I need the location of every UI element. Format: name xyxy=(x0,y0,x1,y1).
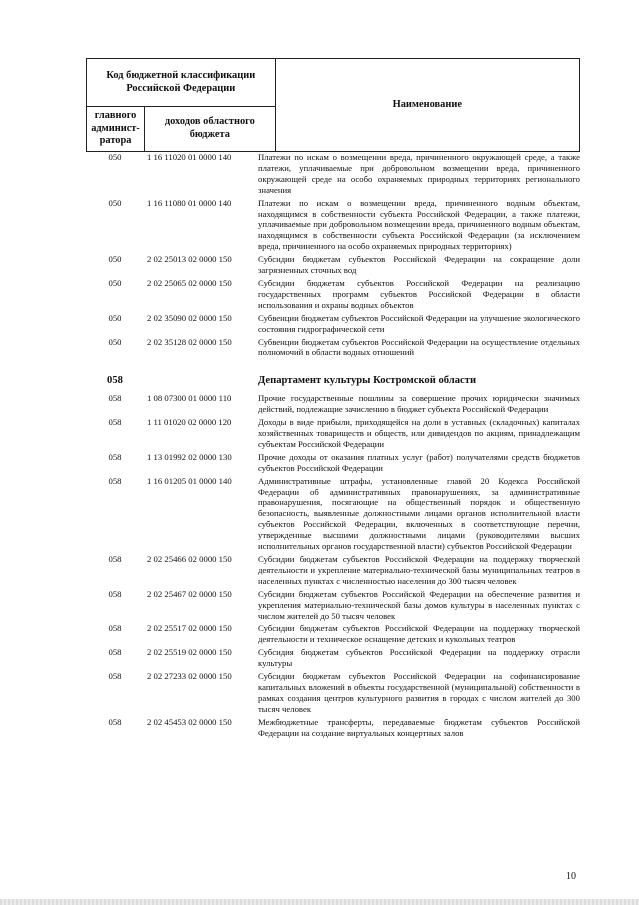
name-cell: Субвенции бюджетам субъектов Российской Федерации на осуществление отдельных полномочий в области водных отношений xyxy=(258,336,580,358)
income-code-cell: 2 02 25467 02 0000 150 xyxy=(147,588,232,599)
table-row xyxy=(86,152,580,196)
admin-code-cell: 058 xyxy=(108,588,122,599)
income-code-cell: 2 02 25519 02 0000 150 xyxy=(147,647,232,658)
table-row xyxy=(86,717,580,739)
name-cell: Субсидия бюджетам субъектов Российской Федерации на поддержку отрасли культуры xyxy=(258,647,580,669)
admin-code-cell: 050 xyxy=(108,312,122,323)
name-cell: Субсидии бюджетам субъектов Российской Федерации на сокращение доли загрязненных сточных вод xyxy=(258,254,580,276)
table-row xyxy=(86,198,580,253)
admin-code-cell: 058 xyxy=(108,623,122,634)
admin-code-cell: 050 xyxy=(108,197,122,208)
table-row xyxy=(86,554,580,587)
table-row xyxy=(86,452,580,474)
income-code-cell: 1 16 11080 01 0000 140 xyxy=(147,197,232,208)
header-income: доходов областного бюджета xyxy=(145,107,276,152)
admin-code-cell: 058 xyxy=(108,475,122,486)
income-code-cell: 2 02 25517 02 0000 150 xyxy=(147,623,232,634)
table-body xyxy=(86,152,580,739)
name-cell: Субвенции бюджетам субъектов Российской Федерации на улучшение экологического состояния гидрографической сети xyxy=(258,312,580,334)
table-row xyxy=(86,254,580,276)
department-row xyxy=(86,374,580,387)
admin-code-cell: 058 xyxy=(108,716,122,727)
name-cell: Прочие государственные пошлины за совершение прочих юридически значимых действий, подлежащие зачислению в бюджет субъекта Российской Федерации xyxy=(258,393,580,415)
income-code-cell: 1 13 01992 02 0000 130 xyxy=(147,451,232,462)
table-row xyxy=(86,313,580,335)
header-name: Наименование xyxy=(275,59,579,152)
income-code-cell: 1 11 01020 02 0000 120 xyxy=(147,417,232,428)
name-cell: Департамент культуры Костромской области xyxy=(258,375,477,387)
table-row xyxy=(86,337,580,359)
table-header xyxy=(86,58,580,152)
admin-code-cell: 050 xyxy=(108,336,122,347)
table-row xyxy=(86,417,580,450)
name-cell: Субсидии бюджетам субъектов Российской Федерации на софинансирование капитальных вложений в объекты государственной (муниципальной) собственности в рамках создания центров культурного развития в городах с числом жителей до 300 тысяч человек xyxy=(258,671,580,714)
name-cell: Субсидии бюджетам субъектов Российской Федерации на поддержку творческой деятельности и техническое оснащение детских и кукольных театров xyxy=(258,623,580,645)
admin-code-cell: 058 xyxy=(108,671,122,682)
income-code-cell: 1 16 11020 01 0000 140 xyxy=(147,152,232,162)
name-cell: Субсидии бюджетам субъектов Российской Федерации на реализацию государственных программ субъектов Российской Федерации в области использования и охраны водных объектов xyxy=(258,277,580,310)
name-cell: Доходы в виде прибыли, приходящейся на доли в уставных (складочных) капиталах хозяйственных товариществ и обществ, или дивидендов по акциям, принадлежащим субъектам Российской Федерации xyxy=(258,417,580,449)
scan-edge xyxy=(0,899,639,905)
table-row xyxy=(86,623,580,645)
admin-code-cell: 058 xyxy=(107,375,123,387)
name-cell: Платежи по искам о возмещении вреда, причиненного окружающей среде, а также платежи, уплачиваемые при добровольном возмещении вреда, причиненного окружающей среде на особо охраняемых природных территориях регионального значения xyxy=(258,152,580,195)
admin-code-cell: 058 xyxy=(108,451,122,462)
name-cell: Платежи по искам о возмещении вреда, причиненного водным объектам, находящимся в собственности субъекта Российской Федерации, а также платежи, уплачиваемые при добровольном возмещении вреда, причиненного водным объектам, находящимся в собственности субъекта Российской Федерации (за исключением вреда, причиненного на особо охраняемых природных территориях) xyxy=(258,197,580,252)
income-code-cell: 2 02 25013 02 0000 150 xyxy=(147,254,232,265)
name-cell: Административные штрафы, установленные главой 20 Кодекса Российской Федерации об административных правонарушениях, за административные правонарушения, посягающие на общественный порядок и общественную безопасность, выявленные должностными лицами органов исполнительной власти субъектов Российской Федерации, включенных в соответствующие перечни, утвержденные высшими должностными лицами (руководителями высших исполнительных органов государственной власти) субъектов Российской Федерации xyxy=(258,475,580,552)
table-row xyxy=(86,671,580,715)
page-number: 10 xyxy=(566,871,576,882)
table-row xyxy=(86,589,580,622)
header-admin: главного админист-ратора xyxy=(87,107,145,152)
income-code-cell: 2 02 35090 02 0000 150 xyxy=(147,312,232,323)
name-cell: Прочие доходы от оказания платных услуг (работ) получателями средств бюджетов субъектов Российской Федерации xyxy=(258,451,580,473)
income-code-cell: 2 02 25466 02 0000 150 xyxy=(147,554,232,564)
name-cell: Субсидии бюджетам субъектов Российской Федерации на обеспечение развития и укрепления материально-технической базы домов культуры в населенных пунктах с числом жителей до 50 тысяч человек xyxy=(258,588,580,621)
admin-code-cell: 050 xyxy=(108,254,122,265)
name-cell: Межбюджетные трансферты, передаваемые бюджетам субъектов Российской Федерации на создание виртуальных концертных залов xyxy=(258,716,580,738)
table-row xyxy=(86,476,580,552)
income-code-cell: 2 02 35128 02 0000 150 xyxy=(147,336,232,347)
header-code-group: Код бюджетной классификации Российской Федерации xyxy=(87,59,276,107)
admin-code-cell: 058 xyxy=(108,554,122,564)
income-code-cell: 2 02 45453 02 0000 150 xyxy=(147,716,232,727)
income-code-cell: 1 16 01205 01 0000 140 xyxy=(147,475,232,486)
admin-code-cell: 058 xyxy=(108,647,122,658)
table-row xyxy=(86,393,580,415)
admin-code-cell: 050 xyxy=(108,277,122,288)
admin-code-cell: 058 xyxy=(108,417,122,428)
table-row xyxy=(86,647,580,669)
income-code-cell: 1 08 07300 01 0000 110 xyxy=(147,393,232,404)
table-row xyxy=(86,278,580,311)
admin-code-cell: 050 xyxy=(108,152,122,162)
income-code-cell: 2 02 27233 02 0000 150 xyxy=(147,671,232,682)
income-code-cell: 2 02 25065 02 0000 150 xyxy=(147,277,232,288)
name-cell: Субсидии бюджетам субъектов Российской Федерации на поддержку творческой деятельности и укрепление материально-технической базы муниципальных театров в населенных пунктах с численностью населения до 300 тысяч человек xyxy=(258,554,580,586)
admin-code-cell: 058 xyxy=(108,393,122,404)
